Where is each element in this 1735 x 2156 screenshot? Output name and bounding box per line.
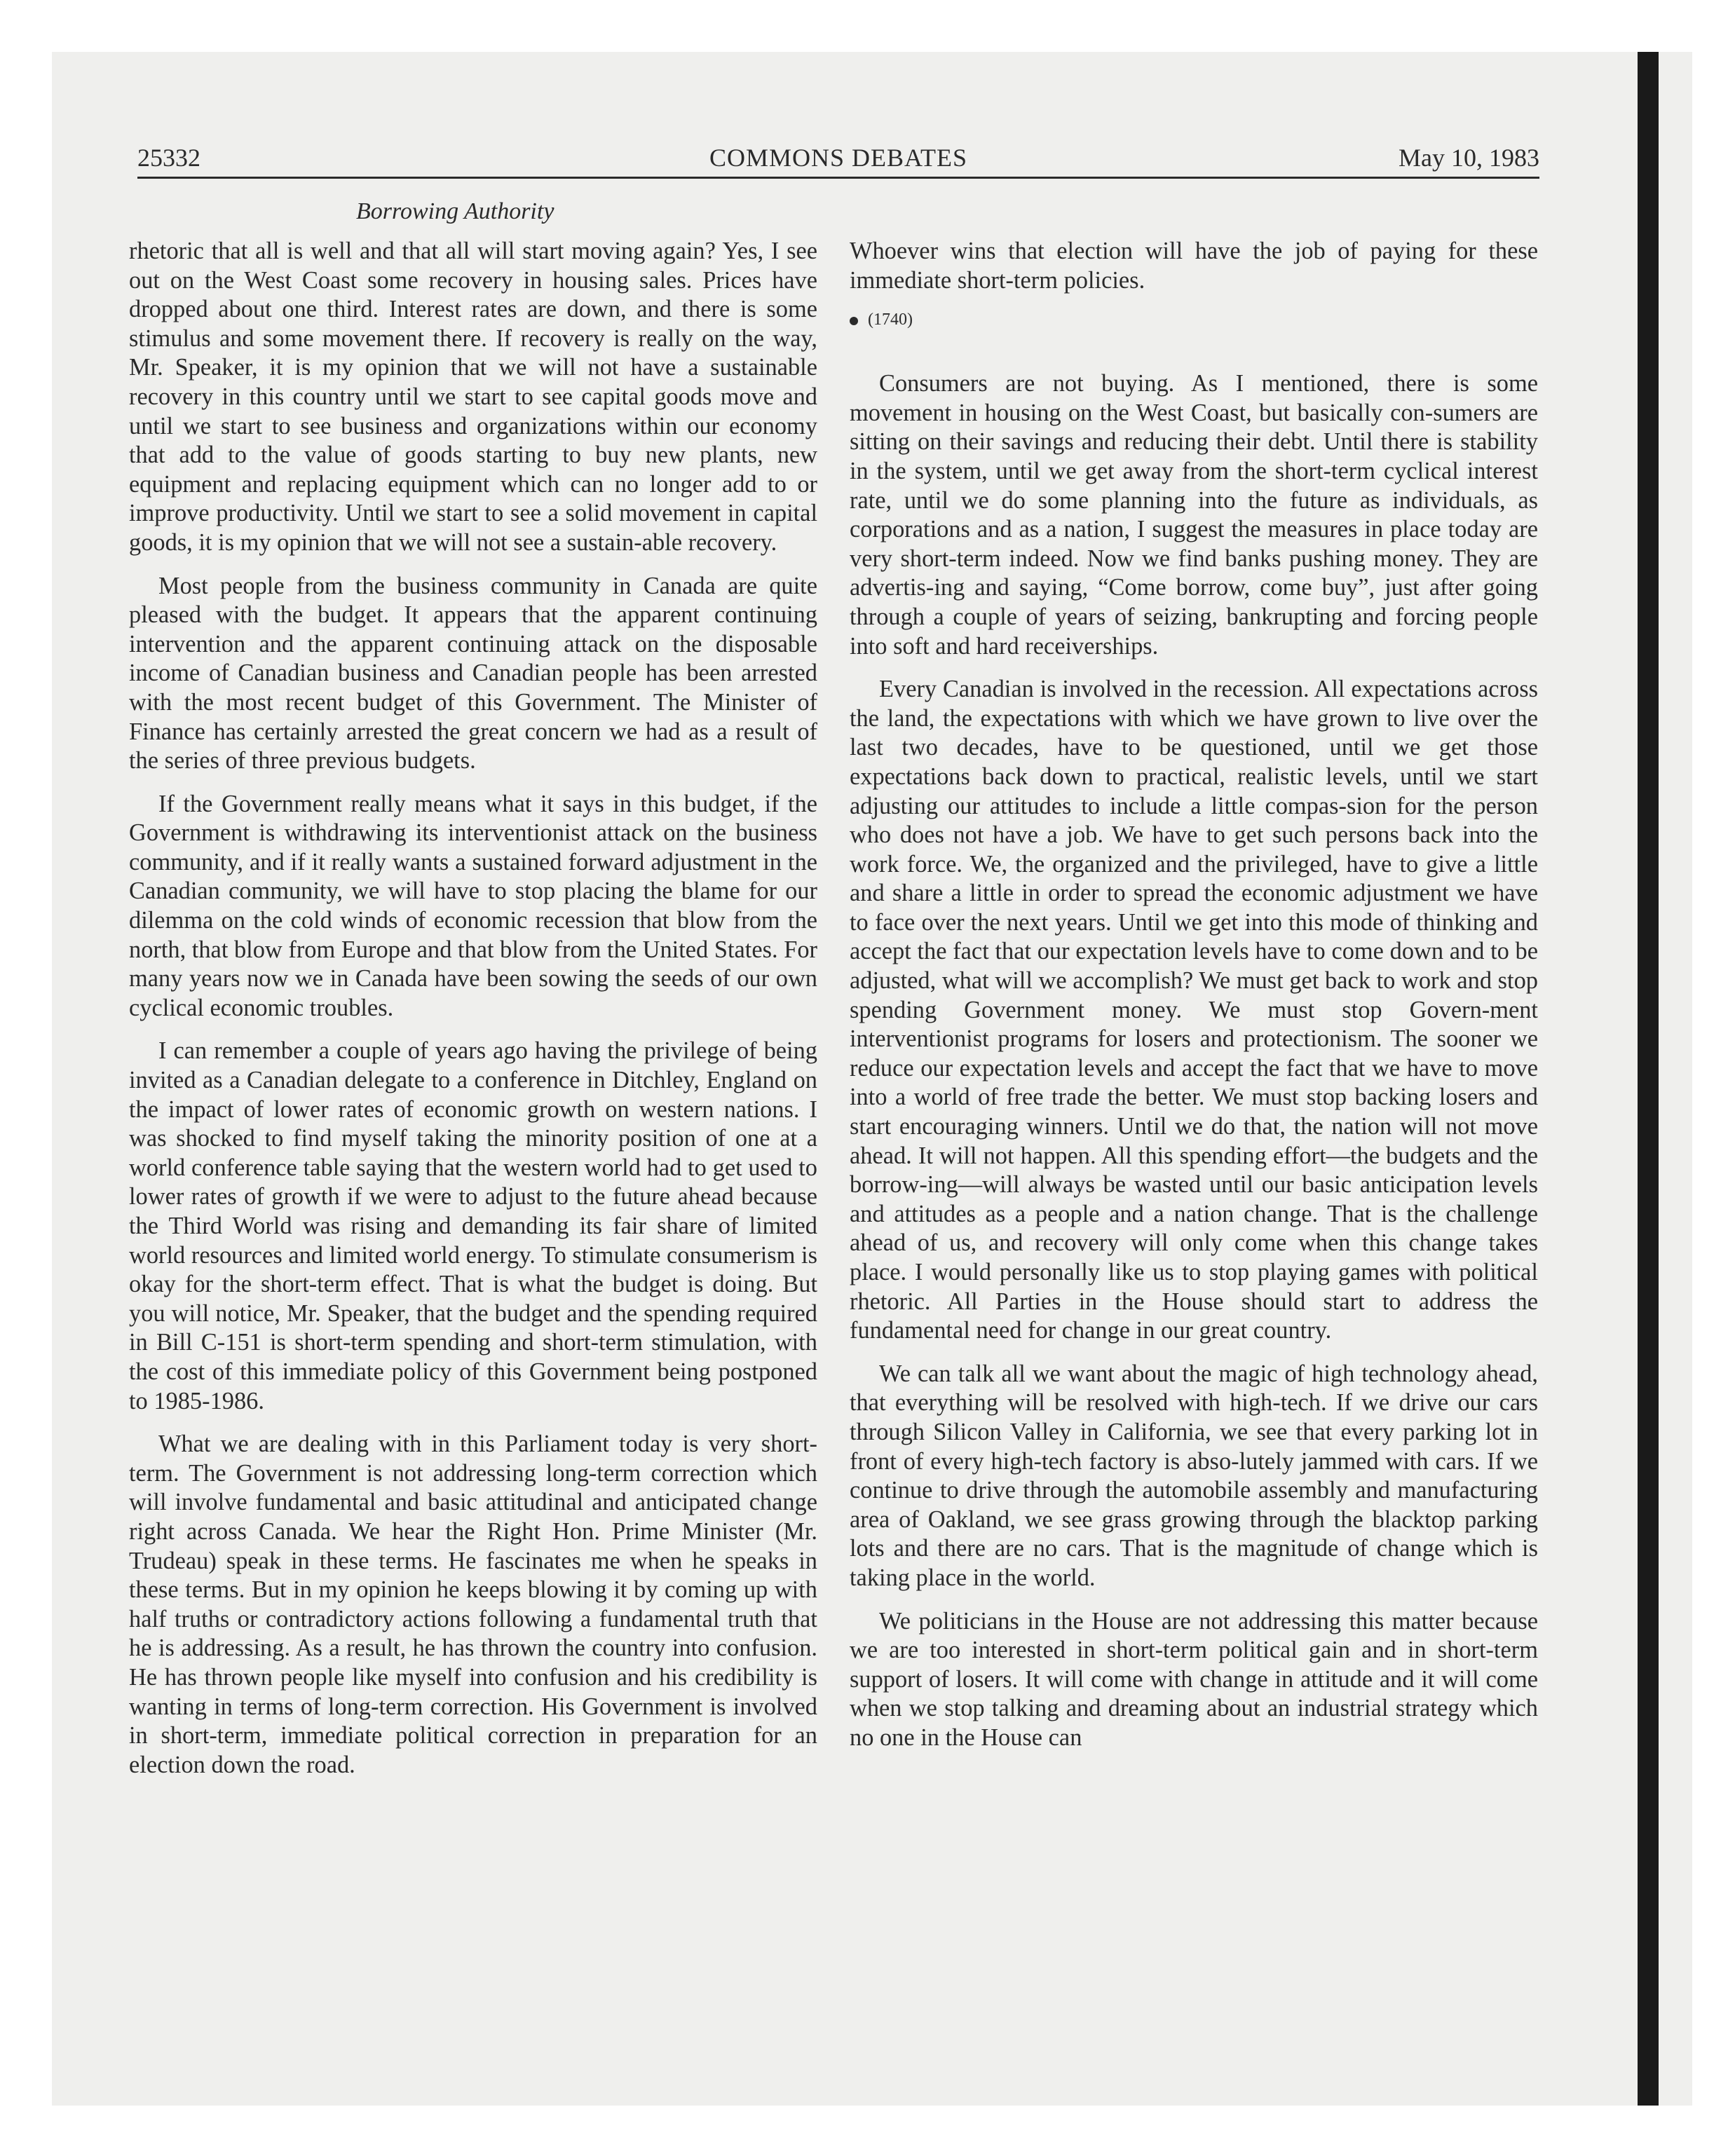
left-column: [129, 237, 817, 1794]
time-marker: [850, 309, 1538, 330]
paragraph: We politicians in the House are not addressing this matter because we are too interested in short-term political gain and in short-term support of losers. It will come with change in attitude and it will come when we stop talking and dreaming about an industrial strategy which no one in the House can: [850, 1607, 1538, 1751]
paragraph: I can remember a couple of years ago having the privilege of being invited as a Canadian delegate to a conference in Ditchley, England on the impact of lower rates of economic growth on western nations. I was shocked to find myself taking the minority position of one at a world conference table saying that the western world had to get used to lower rates of growth if we were to adjust to the future ahead because the Third World was rising and demanding its fair share of limited world resources and limited world energy. To stimulate consumerism is okay for the short-term effect. That is what the budget is doing. But you will notice, Mr. Speaker, that the budget and the spending required in Bill C-151 is short-term spending and short-term stimulation, with the cost of this immediate policy of this Government being postponed to 1985-1986.: [129, 1037, 817, 1414]
paragraph: Consumers are not buying. As I mentioned, there is some movement in housing on the West Coast, but basically con-sumers are sitting on their savings and reducing their debt. Until there is stability in the system, until we get away from the short-term cyclical interest rate, until we do some planning into the future as individuals, as corporations and as a nation, I suggest the measures in place today are very short-term indeed. Now we find banks pushing money. They are advertis-ing and saying, “Come borrow, come buy”, just after going through a couple of years of seizing, bankrupting and forcing people into soft and hard receiverships.: [850, 370, 1538, 660]
page-number: 25332: [137, 144, 200, 172]
paragraph: We can talk all we want about the magic of high technology ahead, that everything will be resolved with high-tech. If we drive our cars through Silicon Valley in California, we see that every parking lot in front of every high-tech factory is abso-lutely jammed with cars. If we continue to drive through the automobile assembly and manufacturing area of Oakland, we see grass growing through the blacktop parking lots and there are no cars. That is the magnitude of change which is taking place in the world.: [850, 1360, 1538, 1591]
issue-date: May 10, 1983: [1399, 144, 1539, 172]
paragraph: If the Government really means what it says in this budget, if the Government is withdrawing its interventionist attack on the business community, and if it really wants a sustained forward adjustment in the Canadian community, we will have to stop placing the blame for our dilemma on the cold winds of economic recession that blow from the north, that blow from Europe and that blow from the United States. For many years now we in Canada have been sowing the seeds of our own cyclical economic troubles.: [129, 790, 817, 1021]
time-marker-label: (1740): [868, 311, 913, 329]
publication-title: COMMONS DEBATES: [709, 144, 968, 172]
section-heading: Borrowing Authority: [356, 198, 554, 224]
header-rule: [137, 177, 1539, 179]
binding-edge: [1638, 52, 1659, 2106]
running-header: [137, 140, 1539, 175]
bullet-icon: [850, 317, 858, 325]
paragraph: Whoever wins that election will have the job of paying for these immediate short-term policies.: [850, 238, 1538, 294]
paragraph: Most people from the business community in Canada are quite pleased with the budget. It appears that the apparent continuing intervention and the apparent continuing attack on the disposable income of Canadian business and Canadian people has been arrested with the most recent budget of this Government. The Minister of Finance has certainly arrested the great concern we had as a result of the series of three previous budgets.: [129, 572, 817, 775]
paragraph: What we are dealing with in this Parliament today is very short-term. The Government is not addressing long-term correction which will involve fundamental and basic attitudinal and anticipated change right across Canada. We hear the Right Hon. Prime Minister (Mr. Trudeau) speak in these terms. He fascinates me when he speaks in these terms. But in my opinion he keeps blowing it by coming up with half truths or contradictory actions following a fundamental truth that he is addressing. As a result, he has thrown the country into confusion. He has thrown people like myself into confusion and his credibility is wanting in terms of long-term correction. His Government is involved in short-term, immediate political correction in preparation for an election down the road.: [129, 1431, 817, 1778]
right-column: [850, 237, 1538, 1767]
paragraph: rhetoric that all is well and that all will start moving again? Yes, I see out on the West Coast some recovery in housing sales. Prices have dropped about one third. Interest rates are down, and there is some stimulus and some movement there. If recovery is really on the way, Mr. Speaker, it is my opinion that we will not have a sustainable recovery in this country until we start to see capital goods move and until we start to see business and organizations within our economy that add to the value of goods starting to buy new plants, new equipment and replacing equipment which can no longer add to or improve productivity. Until we start to see a solid movement in capital goods, it is my opinion that we will not see a sustain-able recovery.: [129, 238, 817, 556]
paragraph: Every Canadian is involved in the recession. All expectations across the land, the expectations with which we have grown to live over the last two decades, have to be questioned, until we get those expectations back down to practical, realistic levels, until we start adjusting our attitudes to include a little compas-sion for the person who does not have a job. We have to get such persons back into the work force. We, the organized and the privileged, have to give a little and share a little in order to spread the economic adjustment we have to face over the next years. Until we get into this mode of thinking and accept the fact that our expectation levels have to come down and to be adjusted, what will we accomplish? We must get back to work and stop spending Government money. We must stop Govern-ment interventionist programs for losers and protectionism. The sooner we reduce our expectation levels and accept the fact that we have to move into a world of free trade the better. We must stop backing losers and start encouraging winners. Until we do that, the nation will not move ahead. It will not happen. All this spending effort—the budgets and the borrow-ing—will always be wasted until our basic anticipation levels and attitudes as a people and a nation change. That is the challenge ahead of us, and recovery will only come when this change takes place. I would personally like us to stop playing games with political rhetoric. All Parties in the House should start to address the fundamental need for change in our great country.: [850, 676, 1538, 1344]
